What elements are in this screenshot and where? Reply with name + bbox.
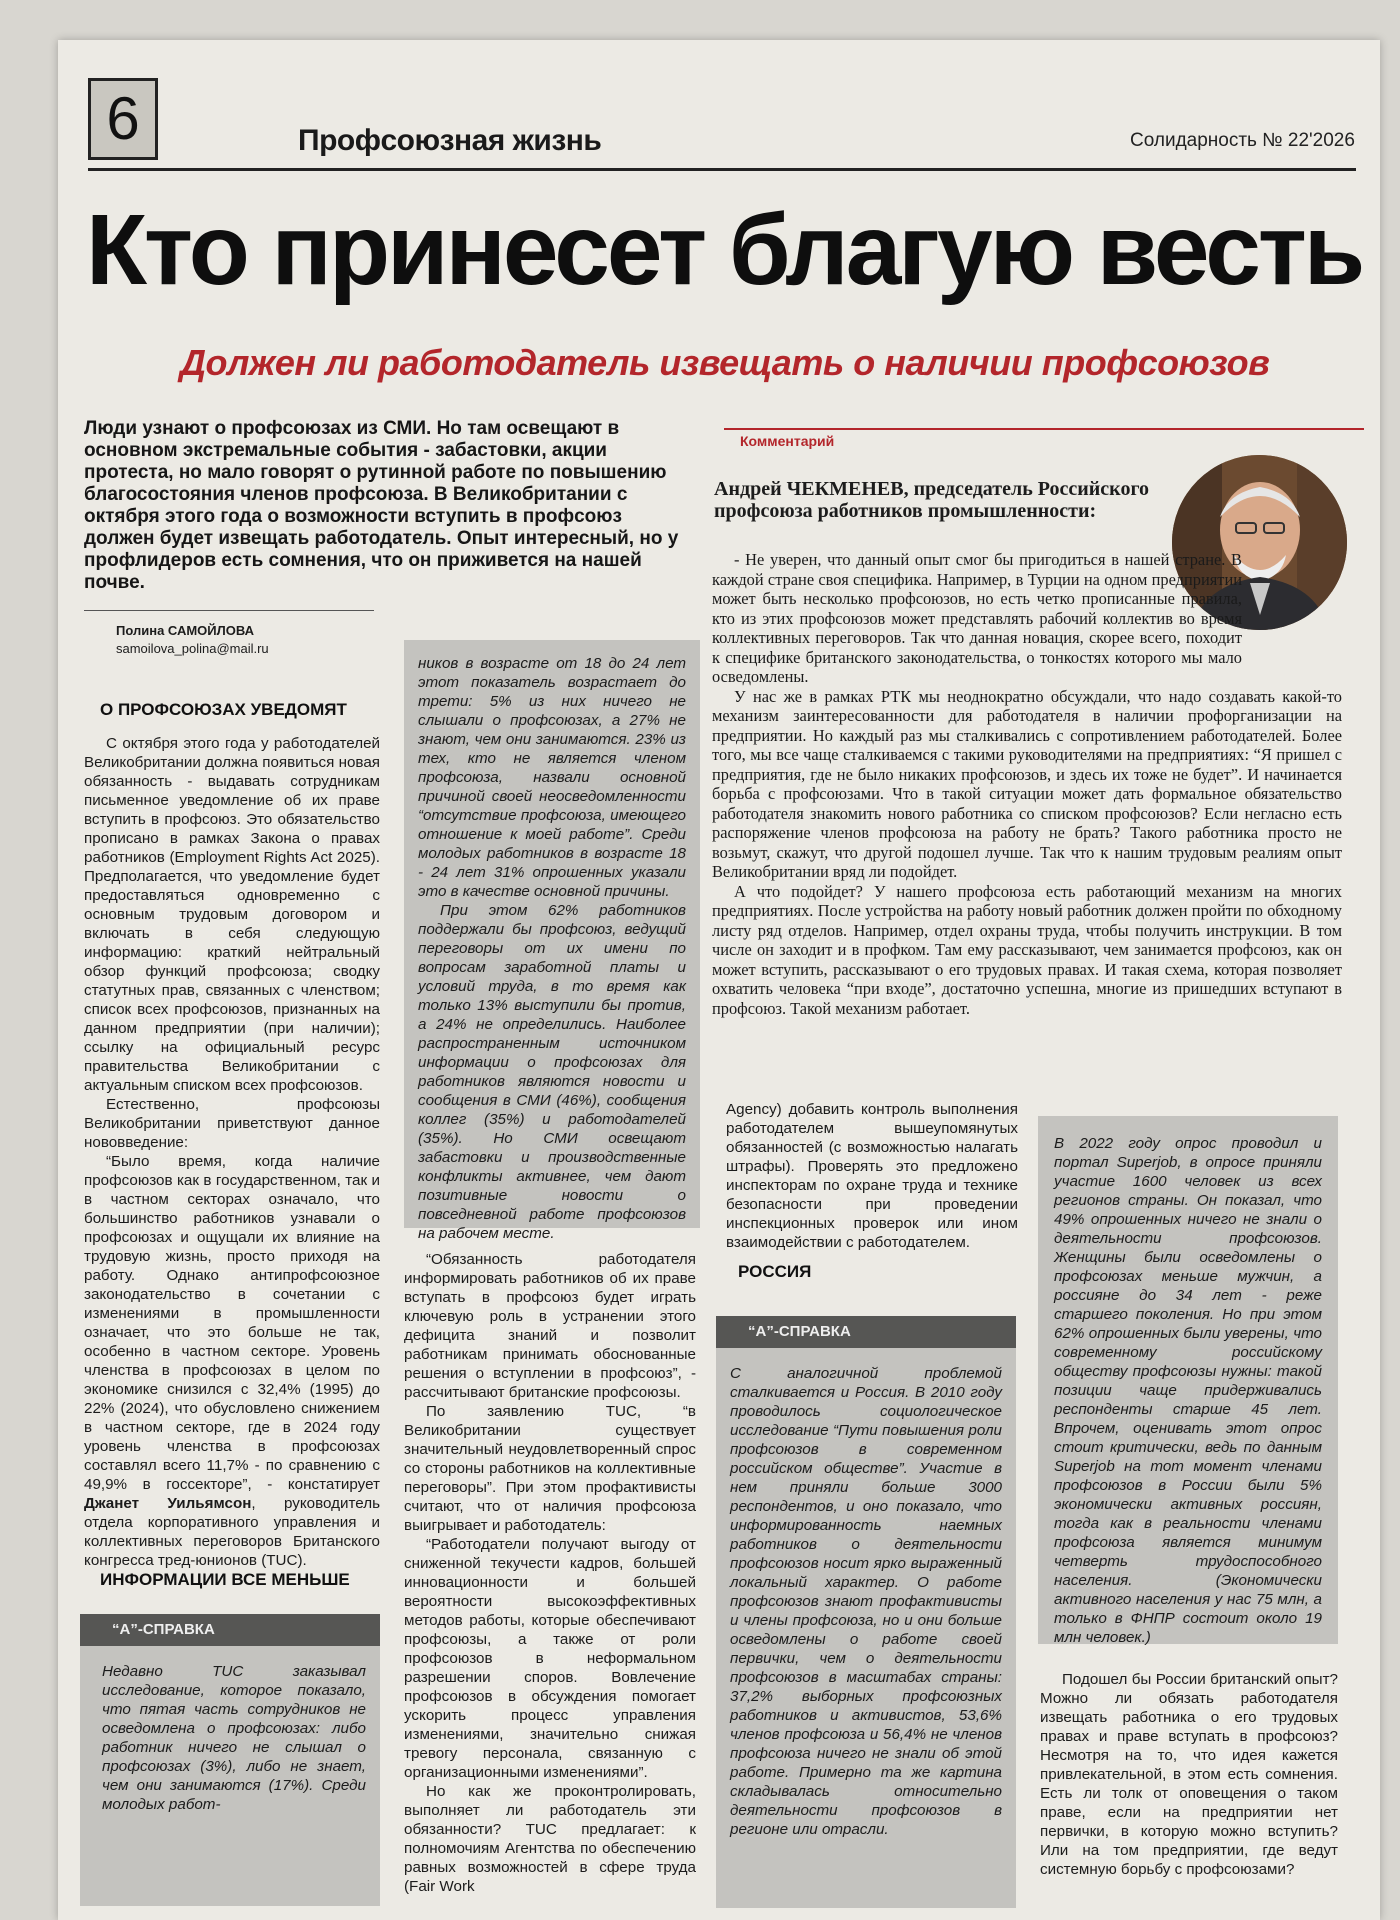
paragraph: При этом 62% работников поддержали бы профсоюз, ведущий переговоры от их имени по вопросам заработной платы и условий труда, в то время как только 13% выступили бы против, а 24% не определились. Наиболее распространенным источником информации о профсоюзах для работников являются новости и сообщения в СМИ (46%), сообщения коллег (35%) и работодателей (35%). Но СМИ освещают забастовки и производственные конфликты активнее, чем дают позитивные новости о повседневной работе профсоюзов на рабочем месте. bbox=[418, 902, 686, 1242]
spravka-label-box: “А”-СПРАВКА bbox=[80, 1614, 380, 1646]
paragraph: С октября этого года у работодателей Великобритании должна появиться новая обязанность - выдавать сотрудникам письменное уведомление об их праве вступить в профсоюз. Это обязательство прописано в рамках Закона о правах работников (Employment Rights Act 2025). Предполагается, что уведомление будет предоставляться одновременно с основным трудовым договором и включать в себя следующую информацию: краткий нейтральный обзор функций профсоюза; сводку статутных прав, связанных с членством; список всех профсоюзов, признанных на данном предприятии (при наличии); ссылку на официальный ресурс правительства Великобритании с актуальным списком всех профсоюзов. bbox=[84, 735, 380, 1094]
lead-paragraph: Люди узнают о профсоюзах из СМИ. Но там освещают в основном экстремальные события - забастовки, акции протеста, но мало говорят о рутинной работе по повышению благосостояния членов профсоюза. В Великобритании с октября этого года о возможности вступить в профсоюз должен будет извещать работодатель. Опыт интересный, но у профлидеров есть сомнения, что он приживется на нашей почве. bbox=[84, 418, 679, 593]
author-email: samoilova_polina@mail.ru bbox=[116, 641, 269, 656]
column-3 bbox=[726, 1100, 1018, 1252]
comment-author: Андрей ЧЕКМЕНЕВ, председатель Российского профсоюза работников промышленности: bbox=[714, 478, 1150, 522]
spravka-label-box: “А”-СПРАВКА bbox=[716, 1316, 1016, 1348]
gray-sidebar-column-2 bbox=[404, 640, 700, 1242]
paragraph: Подошел бы России британский опыт? Можно ли обязать работодателя извещать работника о его трудовых правах и праве вступать в профсоюз? Несмотря на то, что идея кажется привлекательной, в этом есть сомнения. Есть ли толк от оповещения о таком праве, если на предприятии нет первички, в которую можно вступить? Или на том предприятии, где ведут системную борьбу с профсоюзами? bbox=[1040, 1671, 1338, 1878]
section-title: О ПРОФСОЮЗАХ УВЕДОМЯТ bbox=[100, 700, 347, 719]
gray-sidebar-text: Недавно TUC заказывал исследование, которое показало, что пятая часть сотрудников не осведомлена о профсоюзах: либо работник ничего не слышал о профсоюзах (3%), либо не знает, чем они занимаются (17%). Среди молодых работ- bbox=[80, 1646, 380, 1906]
section-title: ИНФОРМАЦИИ ВСЕ МЕНЬШЕ bbox=[100, 1570, 350, 1589]
paragraph: ников в возрасте от 18 до 24 лет этот показатель возрастает до трети: 5% из них ничего не слышали о профсоюзах, а 27% не знают, чем они занимаются. 23% из тех, кто не является членом профсоюза, назвали основной причиной своей неосведомленности “отсутствие профсоюза, имеющего отношение к моей работе”. Среди молодых работников в возрасте 18 - 24 лет 31% опрошенных указали это в качестве основной причины. bbox=[418, 655, 686, 900]
section-rubric: Профсоюзная жизнь bbox=[298, 124, 602, 157]
paragraph: - Не уверен, что данный опыт смог бы пригодиться в нашей стране. В каждой стране своя специфика. Например, в Турции на одном предприятии может быть несколько профсоюзов, но есть четко прописанные правила, кто из этих профсоюзов может представлять рабочий коллектив во время коллективных переговоров. Так что данная новация, скорее всего, походит к специфике британского законодательства, о тонкостях которого мы мало осведомлены. bbox=[712, 550, 1242, 686]
gray-sidebar-text: С аналогичной проблемой сталкивается и Россия. В 2010 году проводилось социологическое исследование “Пути повышения роли профсоюзов в современном российском обществе”. Участие в нем приняли больше 3000 респондентов, и оно показало, что информированность наемных работников о деятельности профсоюзов носит ярко выраженный локальный характер. О работе профсоюзов знают профактивисты и члены профсоюза, но и они больше осведомлены о работе своей первички, чем о деятельности профсоюзов в масштабах страны: 37,2% выборных профсоюзных работников и активистов, 53,6% членов профсоюза и 56,4% не членов профсоюза ничего не знали об этой работе. Примерно та же картина складывалась относительно деятельности профсоюзов в регионе или отрасли. bbox=[716, 1348, 1016, 1908]
author-name: Полина САМОЙЛОВА bbox=[116, 623, 255, 638]
subheadline: Должен ли работодатель извещать о наличии профсоюзов bbox=[180, 342, 1270, 383]
header-rule bbox=[88, 168, 1356, 171]
column-1 bbox=[84, 734, 380, 1570]
person-name: Джанет Уильямсон bbox=[84, 1495, 252, 1512]
comment-label: Комментарий bbox=[740, 433, 835, 449]
paragraph: “Работодатели получают выгоду от сниженной текучести кадров, большей инновационности и большей вероятности высокоэффективных методов работы, которые обеспечивают профсоюзы, а также от роли профсоюзов в неформальном разрешении споров. Вовлечение профсоюзов в обсуждения помогает ускорить процесс управления изменениями, значительно снижая тревогу персонала, связанную с организационными изменениями”. bbox=[404, 1536, 696, 1781]
column-2 bbox=[404, 1250, 696, 1896]
paragraph bbox=[84, 1152, 380, 1570]
paragraph: “Обязанность работодателя информировать работников об их праве вступать в профсоюз будет играть ключевую роль в устранении этого дефицита знаний и позволит работникам принимать обоснованные решения о вступлении в профсоюз”, - рассчитывают британские профсоюзы. bbox=[404, 1251, 696, 1401]
quote-text: “Было время, когда наличие профсоюзов как в государственном, так и в частном секторах означало, что большинство работников узнавали о профсоюзах и ощущали их влияние на трудовую жизнь, просто приходя на работу. Однако антипрофсоюзное законодательство в сочетании с изменениями в промышленности означает, что это больше не так, особенно в частном секторе. Уровень членства в профсоюзах в целом по экономике снизился с 32,4% (1995) до 22% (2024), что обусловлено снижением в частном секторе, где в 2024 году уровень членства в профсоюзах составлял всего 11,7% - по сравнению с 49,9% в госсекторе”, - констатирует bbox=[84, 1153, 380, 1493]
paragraph: Agency) добавить контроль выполнения работодателем вышеупомянутых обязанностей (с возможностью налагать штрафы). Проверять это предложено инспекторам по охране труда и технике безопасности при проведении инспекционных проверок или ином взаимодействии с работодателем. bbox=[726, 1101, 1018, 1251]
paragraph: У нас же в рамках РТК мы неоднократно обсуждали, что надо создавать какой-то механизм заинтересованности для работодателя в наличии профорганизации на предприятии. Но каждый раз мы сталкивались с сопротивлением работодателей. Более того, мы все чаще сталкиваемся с такими руководителями на предприятиях: “Я пришел с предприятия, где не было никаких профсоюзов, и здесь их тоже не будет”. И начинается борьба с профсоюзами. Что в такой ситуации может дать формальное обязательство работодателя знакомить нового работника со списком профсоюзов? Если негласно есть распоряжение членов профсоюза на работу не брать? Такого работника просто не возьмут, скажут, что другой подошел лучше. Так что к нашим трудовым реалиям опыт Великобритании вряд ли подойдет. bbox=[712, 686, 1342, 881]
paragraph: По заявлению TUC, “в Великобритании существует значительный неудовлетворенный спрос со стороны работников на коллективные переговоры”. При этом профактивисты считают, что от наличия профсоюза выигрывает и работодатель: bbox=[404, 1403, 696, 1534]
byline-rule bbox=[84, 610, 374, 611]
paragraph: А что подойдет? У нашего профсоюза есть работающий механизм на многих предприятиях. После устройства на работу новый работник должен пройти по обходному листу ряд отделов. Например, отдел охраны труда, чтобы получить инструкции. В том числе он заходит и в профком. Там ему рассказывают, чем занимается профсоюз, как он может вступить, рассказывают о его трудовых правах. И такая схема, которая позволяет охватить человека “при входе”, достаточно успешна, многие из пришедших вступают в профсоюз. Такой механизм работает. bbox=[712, 881, 1342, 1018]
comment-body bbox=[712, 550, 1342, 1018]
headline: Кто принесет благую весть bbox=[86, 194, 1363, 306]
gray-sidebar-column-4: В 2022 году опрос проводил и портал Superjob, в опросе приняли участие 1600 человек из всех регионов страны. Он показал, что 49% опрошенных ничего не знали о деятельности профсоюзов. Женщины были осведомлены о профсоюзах меньше мужчин, а россияне до 34 лет - реже старшего поколения. Но при этом 62% опрошенных были уверены, что современному российскому обществу профсоюзы нужны: такой позиции чаще придерживались респонденты старше 45 лет. Впрочем, оценивать этот опрос стоит критически, ведь по данным Superjob на тот момент членами профсоюзов в России были 5% экономически активных россиян, тогда как в реальности членами профсоюза является минимум четверть трудоспособного населения. (Экономически активного населения у нас 75 млн, а только в ФНПР состоит около 19 млн человек.) bbox=[1038, 1116, 1338, 1644]
quote-tail: , руководитель отдела корпоративного управления и коллективных переговоров Британского конгресса тред-юнионов (TUC). bbox=[84, 1495, 380, 1569]
paragraph: Но как же проконтролировать, выполняет ли работодатель эти обязанности? TUC предлагает: к полномочиям Агентства по обеспечению равных возможностей в сфере труда (Fair Work bbox=[404, 1783, 696, 1895]
issue-label: Солидарность № 22'2026 bbox=[1130, 130, 1355, 151]
section-title: РОССИЯ bbox=[738, 1262, 812, 1281]
page-number: 6 bbox=[88, 78, 158, 160]
paragraph: Естественно, профсоюзы Великобритании приветствуют данное нововведение: bbox=[84, 1096, 380, 1151]
column-4 bbox=[1040, 1670, 1338, 1879]
